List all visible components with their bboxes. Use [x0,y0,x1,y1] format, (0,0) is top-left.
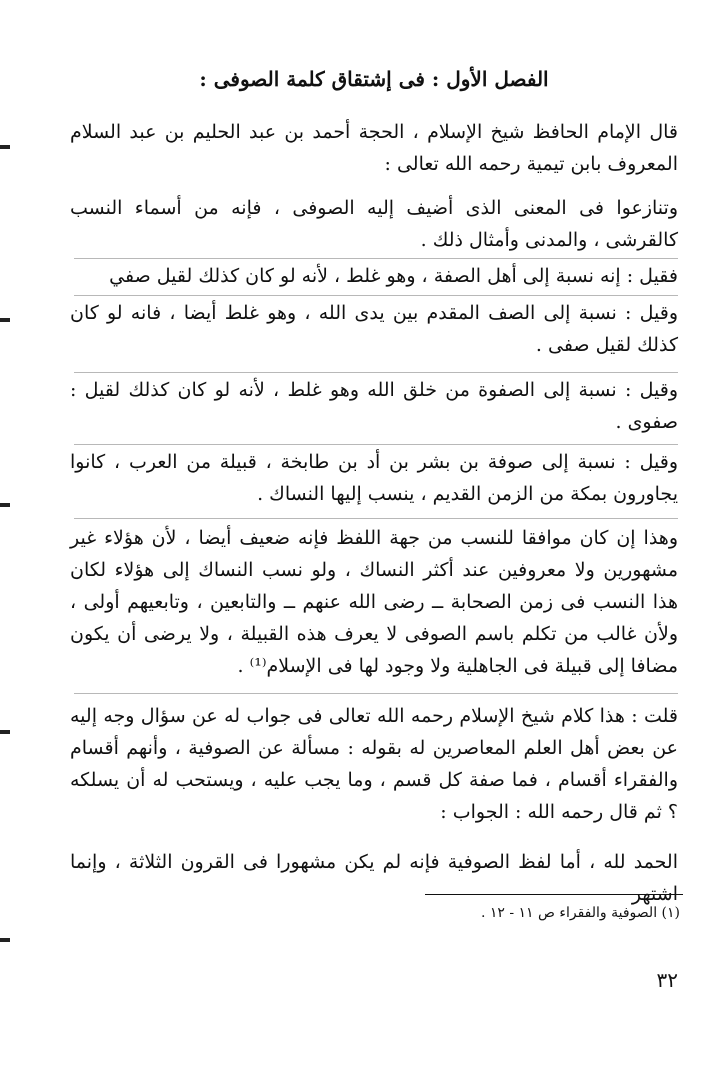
margin-mark [0,503,10,507]
paragraph-dispute: وتنازعوا فى المعنى الذى أضيف إليه الصوفى ، فإنه من أسماء النسب كالقرشى ، والمدنى وأمثال ذلك . [70,197,678,251]
divider-line [74,518,678,519]
divider-line [74,444,678,445]
margin-mark [0,145,10,149]
paragraph-answer-start: الحمد لله ، أما لفظ الصوفية فإنه لم يكن مشهورا فى القرون الثلاثة ، وإنما اشتهر [70,851,678,905]
paragraph-opinion-sufa: وقيل : نسبة إلى صوفة بن بشر بن أد بن طابخة ، قبيلة من العرب ، كانوا يجاورون بمكة من الزمن القديم ، ينسب إليها النساك . [70,451,678,505]
divider-line [74,295,678,296]
margin-mark [0,318,10,322]
margin-mark [0,938,10,942]
paragraph-opinion-saff: وقيل : نسبة إلى الصف المقدم بين يدى الله ، وهو غلط أيضا ، فانه لو كان كذلك لقيل صفى . [70,302,678,356]
chapter-title: الفصل الأول : فى إشتقاق كلمة الصوفى : [199,67,549,91]
paragraph-intro: قال الإمام الحافظ شيخ الإسلام ، الحجة أحمد بن عبد الحليم بن عبد السلام المعروف بابن تيمية رحمه الله تعالى : [70,121,678,175]
divider-line [74,693,678,694]
paragraph-ibn-taymiyya: قلت : هذا كلام شيخ الإسلام رحمه الله تعالى فى جواب له عن سؤال وجه إليه عن بعض أهل العلم المعاصرين له بقوله : مسألة عن الصوفية ، وأنهم أقسام والفقراء أقسام ، فما صفة كل قسم ، وما يجب عليه ، ويستحب له أن يسلكه ؟ ثم قال رحمه الله : الجواب : [70,705,678,823]
margin-mark [0,730,10,734]
page-number: ٣٢ [656,968,678,992]
paragraph-opinion-safwa: وقيل : نسبة إلى الصفوة من خلق الله وهو غلط ، لأنه لو كان كذلك لقيل : صفوى . [70,379,678,433]
divider-line [74,372,678,373]
paragraph-critique: وهذا إن كان موافقا للنسب من جهة اللفظ فإنه ضعيف أيضا ، لأن هؤلاء غير مشهورين ولا معروفين عند أكثر النساك ، ولو نسب النساك إلى هؤلاء لكان هذا النسب فى زمن الصحابة ــ رضى الله عنهم ــ والتابعين ، وتابعيهم أولى ، ولأن غالب من تكلم باسم الصوفى لا يعرف هذه القبيلة ، ولا يرضى أن يكون مضافا إلى قبيلة فى الجاهلية ولا وجود لها فى الإسلام⁽¹⁾ . [70,527,678,677]
footnote: (١) الصوفية والفقراء ص ١١ - ١٢ . [480,905,680,921]
paragraph-opinion-suffa: فقيل : إنه نسبة إلى أهل الصفة ، وهو غلط ، لأنه لو كان كذلك لقيل صفي [109,265,678,287]
divider-line [74,258,678,259]
footnote-separator [425,894,683,895]
